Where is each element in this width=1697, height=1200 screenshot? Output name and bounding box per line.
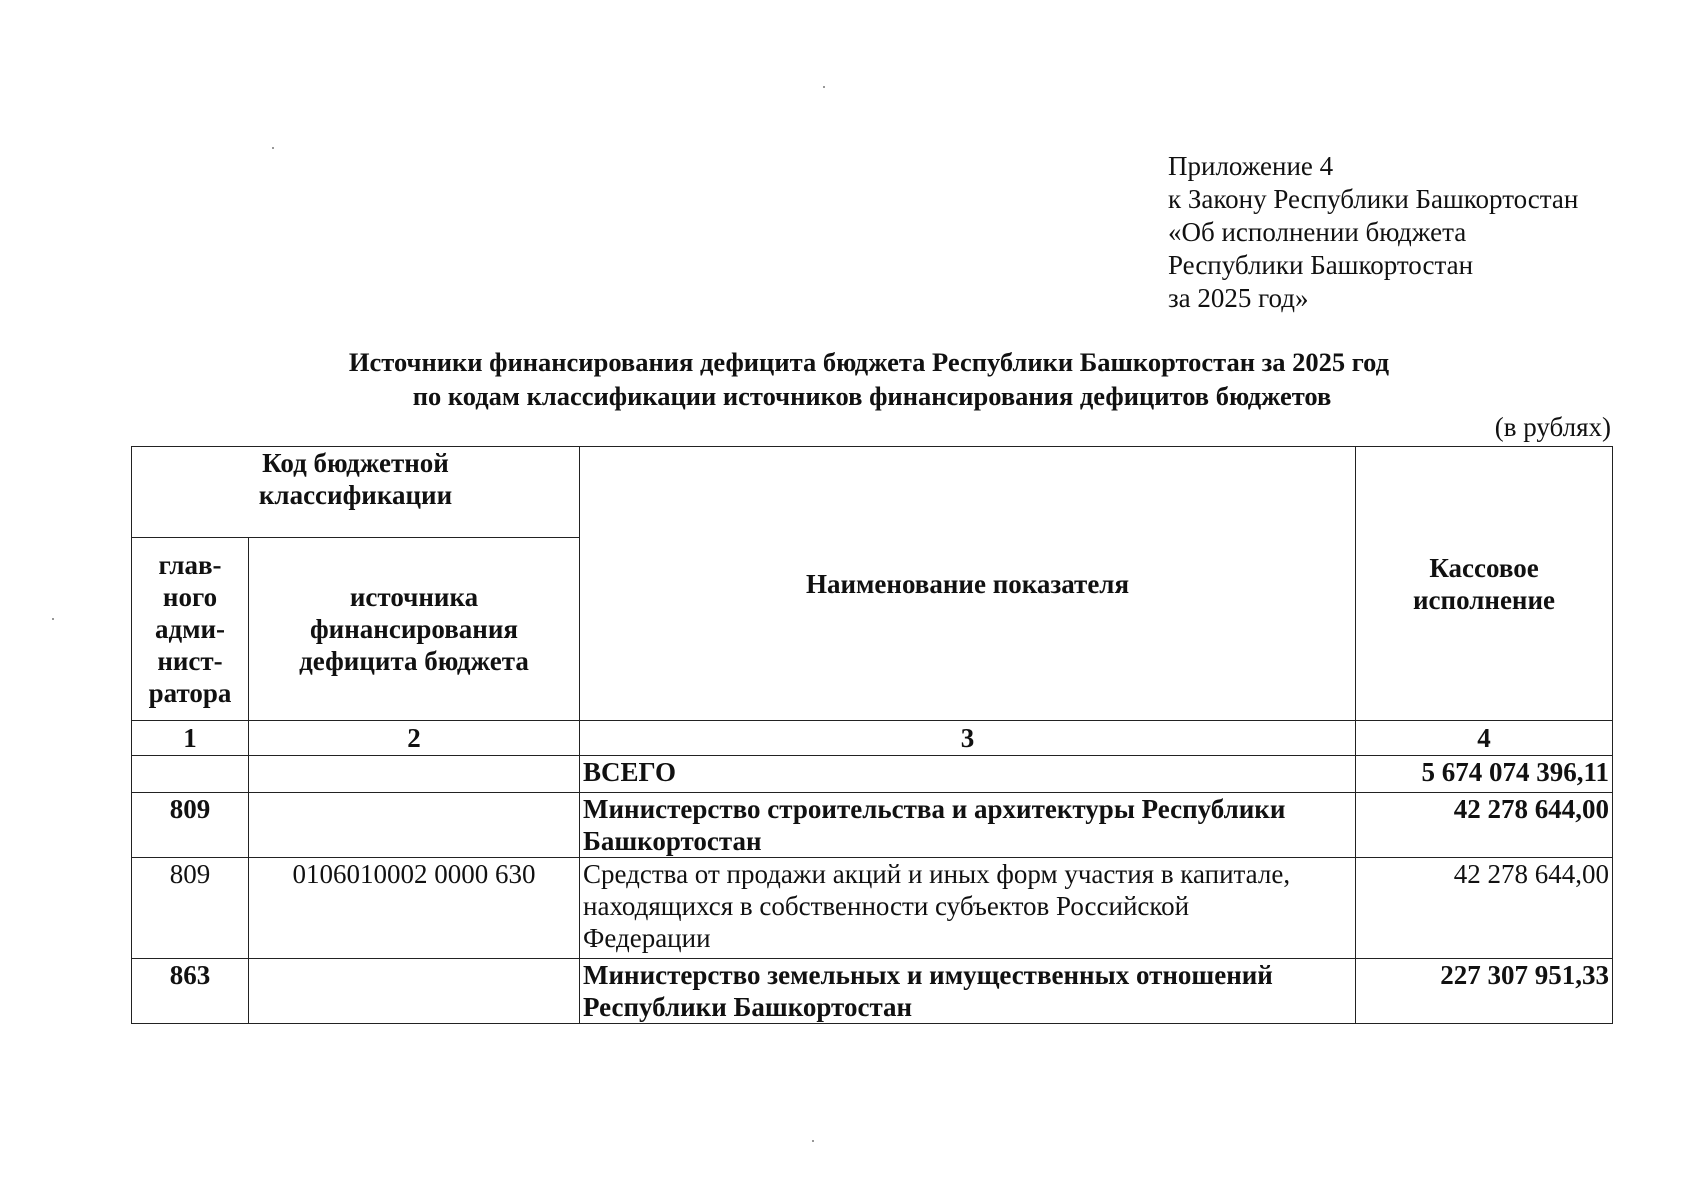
column-number: 2 — [249, 721, 580, 756]
units-label: (в рублях) — [1494, 412, 1611, 442]
appendix-line: «Об исполнении бюджета — [1168, 217, 1467, 247]
scan-speck — [272, 147, 274, 149]
scan-speck — [823, 86, 825, 88]
appendix-line: Республики Башкортостан — [1168, 250, 1474, 280]
amount-cell: 227 307 951,33 — [1356, 959, 1613, 1024]
header-chief-administrator — [132, 538, 249, 721]
table-row — [132, 793, 1613, 858]
header-cash-execution — [1356, 447, 1613, 721]
indicator-name-line: Федерации — [583, 923, 711, 953]
indicator-name-line: Республики Башкортостан — [583, 992, 913, 1022]
document-subtitle: по кодам классификации источников финансирования дефицитов бюджетов — [412, 381, 1332, 411]
admin-code-cell — [132, 756, 249, 793]
source-code-cell: 0106010002 0000 630 — [249, 858, 580, 959]
source-code-cell — [249, 959, 580, 1024]
amount-cell: 42 278 644,00 — [1356, 858, 1613, 959]
admin-code-cell: 863 — [132, 959, 249, 1024]
column-numbers-row — [132, 721, 1613, 756]
header-indicator-name-label: Наименование показателя — [805, 568, 1130, 599]
table-row — [132, 959, 1613, 1024]
source-code-cell — [249, 756, 580, 793]
amount-cell: 5 674 074 396,11 — [1356, 756, 1613, 793]
amount-cell: 42 278 644,00 — [1356, 793, 1613, 858]
scan-speck — [812, 1140, 814, 1142]
header-admin-line: глав- — [158, 550, 222, 580]
indicator-name-line: Средства от продажи акций и иных форм участия в капитале, — [583, 859, 1291, 889]
column-number: 1 — [132, 721, 249, 756]
header-cash-execution-line: Кассовое — [1429, 552, 1539, 583]
indicator-name-line: находящихся в собственности субъектов Российской — [583, 891, 1190, 921]
indicator-name-cell — [580, 858, 1356, 959]
column-number: 4 — [1356, 721, 1613, 756]
header-cash-execution-line: исполнение — [1413, 584, 1556, 615]
appendix-block — [1168, 150, 1578, 315]
source-code-cell — [249, 793, 580, 858]
header-admin-line: ратора — [148, 678, 232, 708]
scan-speck — [52, 618, 54, 620]
header-admin-line: нист- — [157, 646, 223, 676]
header-code-group — [132, 447, 580, 538]
indicator-name-cell — [580, 793, 1356, 858]
table-row — [132, 756, 1613, 793]
appendix-line: к Закону Республики Башкортостан — [1168, 184, 1579, 214]
header-source-line: дефицита бюджета — [299, 646, 529, 676]
indicator-name-line: Башкортостан — [583, 826, 762, 856]
header-indicator-name — [580, 447, 1356, 721]
indicator-name-line: Министерство земельных и имущественных отношений — [583, 960, 1273, 990]
appendix-line: за 2025 год» — [1168, 283, 1309, 313]
header-source-line: источника — [349, 582, 479, 612]
table-row — [132, 858, 1613, 959]
column-number: 3 — [580, 721, 1356, 756]
header-deficit-source — [249, 538, 580, 721]
header-admin-line: ного — [162, 582, 218, 612]
indicator-name-cell — [580, 959, 1356, 1024]
admin-code-cell: 809 — [132, 858, 249, 959]
document-title: Источники финансирования дефицита бюджета Республики Башкортостан за 2025 год — [348, 347, 1390, 377]
indicator-name-cell — [580, 756, 1356, 793]
header-admin-line: адми- — [154, 614, 226, 644]
admin-code-cell: 809 — [132, 793, 249, 858]
indicator-name-line: Министерство строительства и архитектуры Республики — [583, 794, 1286, 824]
indicator-name-text: ВСЕГО — [583, 757, 677, 787]
appendix-line: Приложение 4 — [1168, 151, 1334, 181]
header-source-line: финансирования — [309, 614, 519, 644]
sources-table — [131, 446, 1613, 1024]
header-code-group-label: Код бюджетной классификации — [258, 448, 453, 510]
